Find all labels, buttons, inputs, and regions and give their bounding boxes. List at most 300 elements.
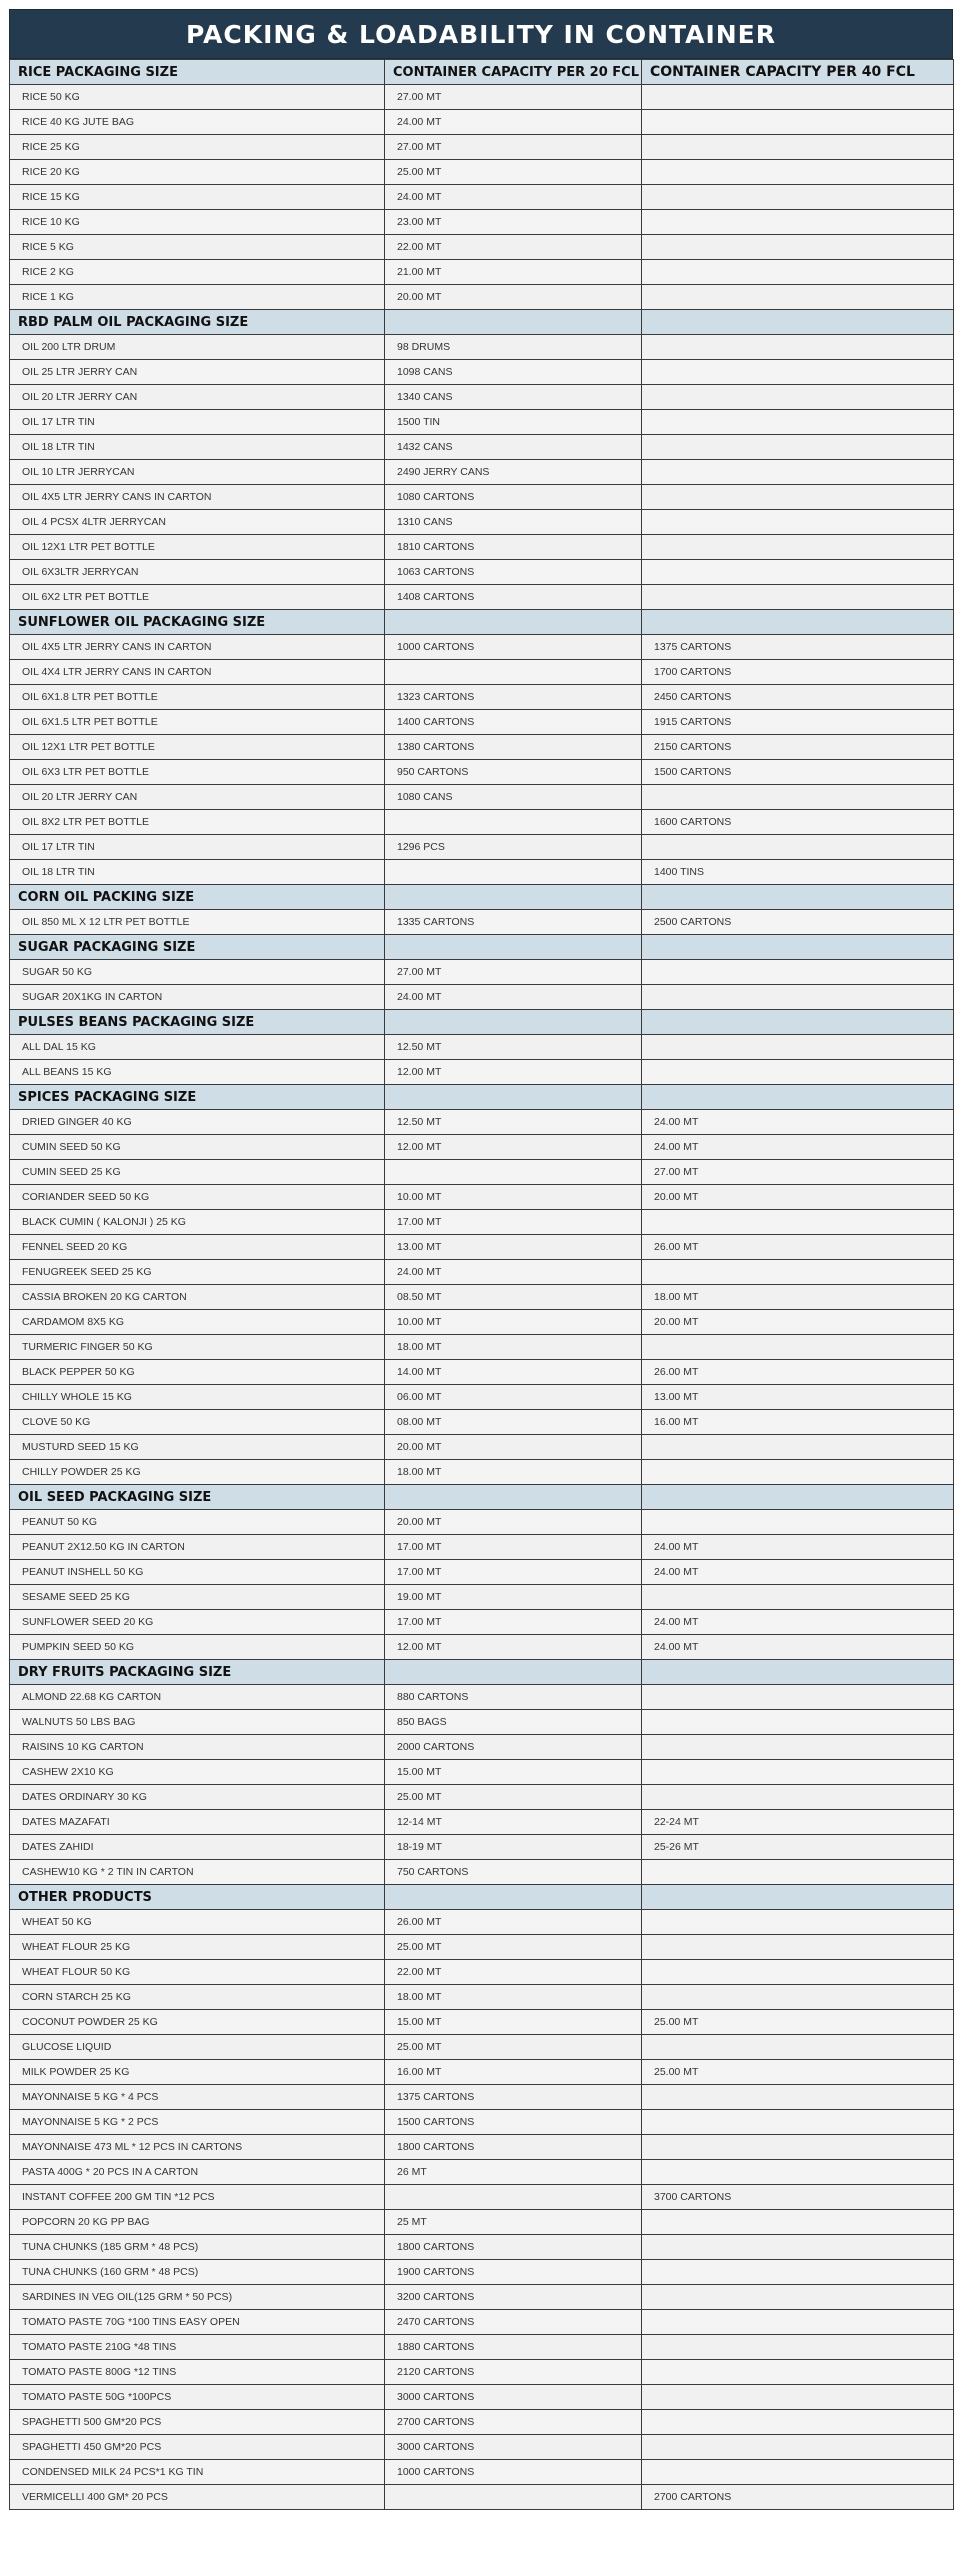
table-row bbox=[10, 1835, 954, 1860]
capacity-40fcl-cell: 1600 CARTONS bbox=[642, 810, 954, 835]
capacity-20fcl-cell: 25.00 MT bbox=[385, 1935, 642, 1960]
capacity-40fcl-cell bbox=[642, 1460, 954, 1485]
capacity-20fcl-cell: 880 CARTONS bbox=[385, 1685, 642, 1710]
table-row bbox=[10, 1685, 954, 1710]
product-cell: CASHEW 2X10 KG bbox=[10, 1760, 385, 1785]
capacity-40fcl-cell bbox=[642, 1935, 954, 1960]
product-cell: OIL 20 LTR JERRY CAN bbox=[10, 385, 385, 410]
table-row bbox=[10, 1335, 954, 1360]
empty-cell bbox=[642, 1010, 954, 1035]
product-cell: CHILLY POWDER 25 KG bbox=[10, 1460, 385, 1485]
table-row bbox=[10, 1910, 954, 1935]
product-cell: MILK POWDER 25 KG bbox=[10, 2060, 385, 2085]
capacity-40fcl-cell bbox=[642, 185, 954, 210]
product-cell: WHEAT 50 KG bbox=[10, 1910, 385, 1935]
capacity-40fcl-cell bbox=[642, 2410, 954, 2435]
capacity-40fcl-cell bbox=[642, 1335, 954, 1360]
product-cell: RICE 40 KG JUTE BAG bbox=[10, 110, 385, 135]
capacity-20fcl-cell: 24.00 MT bbox=[385, 1260, 642, 1285]
section-title: SUNFLOWER OIL PACKAGING SIZE bbox=[10, 610, 385, 635]
capacity-20fcl-cell: 2490 JERRY CANS bbox=[385, 460, 642, 485]
capacity-20fcl-cell: 12.00 MT bbox=[385, 1635, 642, 1660]
capacity-40fcl-cell bbox=[642, 110, 954, 135]
product-cell: WHEAT FLOUR 25 KG bbox=[10, 1935, 385, 1960]
capacity-40fcl-cell: 1375 CARTONS bbox=[642, 635, 954, 660]
empty-cell bbox=[385, 1885, 642, 1910]
capacity-20fcl-cell: 1000 CARTONS bbox=[385, 635, 642, 660]
empty-cell bbox=[385, 310, 642, 335]
capacity-40fcl-cell bbox=[642, 1985, 954, 2010]
capacity-20fcl-cell: 1500 CARTONS bbox=[385, 2110, 642, 2135]
product-cell: DATES ORDINARY 30 KG bbox=[10, 1785, 385, 1810]
capacity-40fcl-cell bbox=[642, 2235, 954, 2260]
capacity-40fcl-cell bbox=[642, 160, 954, 185]
capacity-40fcl-cell: 16.00 MT bbox=[642, 1410, 954, 1435]
table-row bbox=[10, 685, 954, 710]
table-row bbox=[10, 1210, 954, 1235]
capacity-20fcl-cell: 1375 CARTONS bbox=[385, 2085, 642, 2110]
product-cell: CONDENSED MILK 24 PCS*1 KG TIN bbox=[10, 2460, 385, 2485]
table-row bbox=[10, 135, 954, 160]
capacity-40fcl-cell: 13.00 MT bbox=[642, 1385, 954, 1410]
capacity-40fcl-cell: 25.00 MT bbox=[642, 2010, 954, 2035]
product-cell: PEANUT INSHELL 50 KG bbox=[10, 1560, 385, 1585]
product-cell: CHILLY WHOLE 15 KG bbox=[10, 1385, 385, 1410]
capacity-40fcl-cell: 3700 CARTONS bbox=[642, 2185, 954, 2210]
product-cell: FENUGREEK SEED 25 KG bbox=[10, 1260, 385, 1285]
product-cell: RICE 25 KG bbox=[10, 135, 385, 160]
capacity-40fcl-cell bbox=[642, 835, 954, 860]
table-row bbox=[10, 1535, 954, 1560]
capacity-20fcl-cell: 3000 CARTONS bbox=[385, 2435, 642, 2460]
capacity-20fcl-cell: 25.00 MT bbox=[385, 160, 642, 185]
table-row bbox=[10, 510, 954, 535]
capacity-20fcl-cell bbox=[385, 2185, 642, 2210]
section-header-row bbox=[10, 1660, 954, 1685]
product-cell: OIL 8X2 LTR PET BOTTLE bbox=[10, 810, 385, 835]
capacity-40fcl-cell bbox=[642, 535, 954, 560]
empty-cell bbox=[642, 1660, 954, 1685]
capacity-20fcl-cell: 1080 CARTONS bbox=[385, 485, 642, 510]
product-cell: MAYONNAISE 5 KG * 4 PCS bbox=[10, 2085, 385, 2110]
capacity-20fcl-cell: 1900 CARTONS bbox=[385, 2260, 642, 2285]
capacity-20fcl-cell: 15.00 MT bbox=[385, 2010, 642, 2035]
product-cell: SESAME SEED 25 KG bbox=[10, 1585, 385, 1610]
capacity-40fcl-cell bbox=[642, 285, 954, 310]
product-cell: SUGAR 20X1KG IN CARTON bbox=[10, 985, 385, 1010]
product-cell: SARDINES IN VEG OIL(125 GRM * 50 PCS) bbox=[10, 2285, 385, 2310]
table-row bbox=[10, 2460, 954, 2485]
table-row bbox=[10, 1785, 954, 1810]
table-row bbox=[10, 360, 954, 385]
table-row bbox=[10, 660, 954, 685]
product-cell: RICE 5 KG bbox=[10, 235, 385, 260]
product-cell: OIL 12X1 LTR PET BOTTLE bbox=[10, 535, 385, 560]
capacity-20fcl-cell: 3000 CARTONS bbox=[385, 2385, 642, 2410]
table-row bbox=[10, 785, 954, 810]
capacity-40fcl-cell bbox=[642, 2110, 954, 2135]
capacity-20fcl-cell bbox=[385, 2485, 642, 2510]
empty-cell bbox=[385, 935, 642, 960]
table-row bbox=[10, 2060, 954, 2085]
table-row bbox=[10, 1510, 954, 1535]
table-row bbox=[10, 160, 954, 185]
capacity-20fcl-cell: 18-19 MT bbox=[385, 1835, 642, 1860]
table-row bbox=[10, 210, 954, 235]
product-cell: RICE 50 KG bbox=[10, 85, 385, 110]
product-cell: OIL 6X3 LTR PET BOTTLE bbox=[10, 760, 385, 785]
product-cell: CORIANDER SEED 50 KG bbox=[10, 1185, 385, 1210]
capacity-40fcl-cell bbox=[642, 585, 954, 610]
capacity-40fcl-cell bbox=[642, 1435, 954, 1460]
capacity-40fcl-cell bbox=[642, 560, 954, 585]
capacity-20fcl-cell: 2700 CARTONS bbox=[385, 2410, 642, 2435]
capacity-20fcl-cell: 12.50 MT bbox=[385, 1035, 642, 1060]
capacity-20fcl-cell: 17.00 MT bbox=[385, 1560, 642, 1585]
empty-cell bbox=[642, 610, 954, 635]
capacity-40fcl-cell bbox=[642, 1510, 954, 1535]
table-row bbox=[10, 85, 954, 110]
table-row bbox=[10, 585, 954, 610]
product-cell: PEANUT 2X12.50 KG IN CARTON bbox=[10, 1535, 385, 1560]
capacity-20fcl-cell: 25.00 MT bbox=[385, 1785, 642, 1810]
table-row bbox=[10, 1985, 954, 2010]
capacity-20fcl-cell: 1063 CARTONS bbox=[385, 560, 642, 585]
section-title: OIL SEED PACKAGING SIZE bbox=[10, 1485, 385, 1510]
section-header-row bbox=[10, 1485, 954, 1510]
table-row bbox=[10, 2010, 954, 2035]
table-row bbox=[10, 735, 954, 760]
table-row bbox=[10, 760, 954, 785]
product-cell: OIL 4X5 LTR JERRY CANS IN CARTON bbox=[10, 635, 385, 660]
capacity-40fcl-cell bbox=[642, 2385, 954, 2410]
table-row bbox=[10, 410, 954, 435]
table-row bbox=[10, 1185, 954, 1210]
product-cell: DATES MAZAFATI bbox=[10, 1810, 385, 1835]
product-cell: DRIED GINGER 40 KG bbox=[10, 1110, 385, 1135]
capacity-20fcl-cell: 24.00 MT bbox=[385, 110, 642, 135]
capacity-20fcl-cell: 24.00 MT bbox=[385, 185, 642, 210]
product-cell: RICE 1 KG bbox=[10, 285, 385, 310]
capacity-40fcl-cell bbox=[642, 2135, 954, 2160]
table-row bbox=[10, 485, 954, 510]
capacity-40fcl-cell bbox=[642, 985, 954, 1010]
product-cell: PUMPKIN SEED 50 KG bbox=[10, 1635, 385, 1660]
capacity-40fcl-cell: 24.00 MT bbox=[642, 1560, 954, 1585]
table-row bbox=[10, 2235, 954, 2260]
product-cell: OIL 10 LTR JERRYCAN bbox=[10, 460, 385, 485]
table-row bbox=[10, 1235, 954, 1260]
table-row bbox=[10, 1135, 954, 1160]
empty-cell bbox=[642, 1885, 954, 1910]
table-row bbox=[10, 1310, 954, 1335]
capacity-20fcl-cell: 23.00 MT bbox=[385, 210, 642, 235]
product-cell: MUSTURD SEED 15 KG bbox=[10, 1435, 385, 1460]
empty-cell bbox=[385, 1085, 642, 1110]
capacity-20fcl-cell bbox=[385, 1160, 642, 1185]
product-cell: ALL BEANS 15 KG bbox=[10, 1060, 385, 1085]
empty-cell bbox=[642, 1485, 954, 1510]
section-title: PULSES BEANS PACKAGING SIZE bbox=[10, 1010, 385, 1035]
capacity-40fcl-cell bbox=[642, 410, 954, 435]
capacity-20fcl-cell: 1080 CANS bbox=[385, 785, 642, 810]
table-row bbox=[10, 185, 954, 210]
capacity-20fcl-cell: 2470 CARTONS bbox=[385, 2310, 642, 2335]
capacity-40fcl-cell: 27.00 MT bbox=[642, 1160, 954, 1185]
capacity-40fcl-cell bbox=[642, 2260, 954, 2285]
product-cell: OIL 17 LTR TIN bbox=[10, 410, 385, 435]
product-cell: MAYONNAISE 5 KG * 2 PCS bbox=[10, 2110, 385, 2135]
capacity-20fcl-cell: 12.00 MT bbox=[385, 1060, 642, 1085]
table-row bbox=[10, 1935, 954, 1960]
table-row bbox=[10, 2385, 954, 2410]
capacity-20fcl-cell bbox=[385, 660, 642, 685]
capacity-40fcl-cell bbox=[642, 210, 954, 235]
capacity-40fcl-cell: 18.00 MT bbox=[642, 1285, 954, 1310]
capacity-20fcl-cell: 750 CARTONS bbox=[385, 1860, 642, 1885]
section-header-row bbox=[10, 310, 954, 335]
table-row bbox=[10, 1285, 954, 1310]
table-row bbox=[10, 235, 954, 260]
capacity-20fcl-cell: 1408 CARTONS bbox=[385, 585, 642, 610]
capacity-40fcl-cell bbox=[642, 360, 954, 385]
capacity-20fcl-cell: 1400 CARTONS bbox=[385, 710, 642, 735]
capacity-20fcl-cell: 1800 CARTONS bbox=[385, 2235, 642, 2260]
capacity-20fcl-cell: 850 BAGS bbox=[385, 1710, 642, 1735]
capacity-40fcl-cell bbox=[642, 2035, 954, 2060]
table-row bbox=[10, 910, 954, 935]
product-cell: TOMATO PASTE 50G *100PCS bbox=[10, 2385, 385, 2410]
table-row bbox=[10, 535, 954, 560]
capacity-20fcl-cell: 12-14 MT bbox=[385, 1810, 642, 1835]
capacity-40fcl-cell bbox=[642, 1210, 954, 1235]
capacity-20fcl-cell: 10.00 MT bbox=[385, 1185, 642, 1210]
capacity-40fcl-cell: 25-26 MT bbox=[642, 1835, 954, 1860]
capacity-20fcl-cell: 1098 CANS bbox=[385, 360, 642, 385]
empty-cell bbox=[385, 885, 642, 910]
product-cell: OIL 6X1.5 LTR PET BOTTLE bbox=[10, 710, 385, 735]
table-row bbox=[10, 1810, 954, 1835]
capacity-40fcl-cell bbox=[642, 2360, 954, 2385]
empty-cell bbox=[385, 1660, 642, 1685]
capacity-40fcl-cell bbox=[642, 2460, 954, 2485]
product-cell: OIL 20 LTR JERRY CAN bbox=[10, 785, 385, 810]
capacity-40fcl-cell: 24.00 MT bbox=[642, 1535, 954, 1560]
capacity-40fcl-cell bbox=[642, 1910, 954, 1935]
product-cell: OIL 850 ML X 12 LTR PET BOTTLE bbox=[10, 910, 385, 935]
product-cell: CUMIN SEED 50 KG bbox=[10, 1135, 385, 1160]
product-cell: TUNA CHUNKS (160 GRM * 48 PCS) bbox=[10, 2260, 385, 2285]
table-row bbox=[10, 635, 954, 660]
product-cell: RICE 2 KG bbox=[10, 260, 385, 285]
capacity-20fcl-cell: 1323 CARTONS bbox=[385, 685, 642, 710]
capacity-40fcl-cell bbox=[642, 1960, 954, 1985]
capacity-20fcl-cell bbox=[385, 810, 642, 835]
capacity-40fcl-cell bbox=[642, 1760, 954, 1785]
product-cell: SUGAR 50 KG bbox=[10, 960, 385, 985]
capacity-20fcl-cell: 12.00 MT bbox=[385, 1135, 642, 1160]
capacity-40fcl-cell: 20.00 MT bbox=[642, 1185, 954, 1210]
product-cell: TUNA CHUNKS (185 GRM * 48 PCS) bbox=[10, 2235, 385, 2260]
capacity-40fcl-cell: 26.00 MT bbox=[642, 1235, 954, 1260]
product-cell: CASHEW10 KG * 2 TIN IN CARTON bbox=[10, 1860, 385, 1885]
capacity-40fcl-cell: 2700 CARTONS bbox=[642, 2485, 954, 2510]
table-row bbox=[10, 2135, 954, 2160]
capacity-40fcl-cell: 20.00 MT bbox=[642, 1310, 954, 1335]
table-row bbox=[10, 1110, 954, 1135]
capacity-20fcl-cell: 14.00 MT bbox=[385, 1360, 642, 1385]
capacity-20fcl-cell: 26 MT bbox=[385, 2160, 642, 2185]
capacity-40fcl-cell bbox=[642, 435, 954, 460]
empty-cell bbox=[385, 1485, 642, 1510]
capacity-40fcl-cell bbox=[642, 1735, 954, 1760]
table-row bbox=[10, 285, 954, 310]
section-title: SUGAR PACKAGING SIZE bbox=[10, 935, 385, 960]
capacity-40fcl-cell: 2500 CARTONS bbox=[642, 910, 954, 935]
table-row bbox=[10, 2285, 954, 2310]
table-row bbox=[10, 960, 954, 985]
table-row bbox=[10, 1410, 954, 1435]
table-row bbox=[10, 1460, 954, 1485]
product-cell: ALL DAL 15 KG bbox=[10, 1035, 385, 1060]
product-cell: ALMOND 22.68 KG CARTON bbox=[10, 1685, 385, 1710]
capacity-40fcl-cell bbox=[642, 1060, 954, 1085]
capacity-40fcl-cell bbox=[642, 2335, 954, 2360]
product-cell: VERMICELLI 400 GM* 20 PCS bbox=[10, 2485, 385, 2510]
capacity-20fcl-cell: 12.50 MT bbox=[385, 1110, 642, 1135]
table-row bbox=[10, 1860, 954, 1885]
product-cell: OIL 18 LTR TIN bbox=[10, 435, 385, 460]
capacity-20fcl-cell: 27.00 MT bbox=[385, 85, 642, 110]
loadability-table bbox=[9, 59, 954, 2510]
capacity-40fcl-cell bbox=[642, 510, 954, 535]
table-row bbox=[10, 710, 954, 735]
capacity-20fcl-cell: 18.00 MT bbox=[385, 1460, 642, 1485]
capacity-20fcl-cell: 19.00 MT bbox=[385, 1585, 642, 1610]
capacity-40fcl-cell: 24.00 MT bbox=[642, 1610, 954, 1635]
capacity-20fcl-cell: 1380 CARTONS bbox=[385, 735, 642, 760]
table-row bbox=[10, 1435, 954, 1460]
table-row bbox=[10, 1060, 954, 1085]
capacity-20fcl-cell: 1000 CARTONS bbox=[385, 2460, 642, 2485]
capacity-40fcl-cell: 1915 CARTONS bbox=[642, 710, 954, 735]
capacity-40fcl-cell bbox=[642, 785, 954, 810]
capacity-20fcl-cell: 1800 CARTONS bbox=[385, 2135, 642, 2160]
product-cell: FENNEL SEED 20 KG bbox=[10, 1235, 385, 1260]
table-row bbox=[10, 1360, 954, 1385]
capacity-40fcl-cell bbox=[642, 1685, 954, 1710]
table-row bbox=[10, 1635, 954, 1660]
capacity-40fcl-cell: 1500 CARTONS bbox=[642, 760, 954, 785]
capacity-20fcl-cell: 13.00 MT bbox=[385, 1235, 642, 1260]
table-row bbox=[10, 260, 954, 285]
capacity-40fcl-cell: 1400 TINS bbox=[642, 860, 954, 885]
capacity-40fcl-cell bbox=[642, 135, 954, 160]
column-header-packaging: RICE PACKAGING SIZE bbox=[10, 60, 385, 85]
capacity-20fcl-cell: 15.00 MT bbox=[385, 1760, 642, 1785]
product-cell: GLUCOSE LIQUID bbox=[10, 2035, 385, 2060]
section-title: SPICES PACKAGING SIZE bbox=[10, 1085, 385, 1110]
product-cell: DATES ZAHIDI bbox=[10, 1835, 385, 1860]
product-cell: RICE 15 KG bbox=[10, 185, 385, 210]
table-row bbox=[10, 335, 954, 360]
product-cell: PASTA 400G * 20 PCS IN A CARTON bbox=[10, 2160, 385, 2185]
table-row bbox=[10, 1385, 954, 1410]
table-row bbox=[10, 1960, 954, 1985]
capacity-20fcl-cell: 1335 CARTONS bbox=[385, 910, 642, 935]
table-row bbox=[10, 2035, 954, 2060]
capacity-20fcl-cell: 2000 CARTONS bbox=[385, 1735, 642, 1760]
capacity-20fcl-cell: 22.00 MT bbox=[385, 1960, 642, 1985]
product-cell: OIL 4X4 LTR JERRY CANS IN CARTON bbox=[10, 660, 385, 685]
capacity-40fcl-cell bbox=[642, 1585, 954, 1610]
table-row bbox=[10, 1160, 954, 1185]
capacity-20fcl-cell: 1810 CARTONS bbox=[385, 535, 642, 560]
capacity-20fcl-cell: 16.00 MT bbox=[385, 2060, 642, 2085]
capacity-40fcl-cell bbox=[642, 2435, 954, 2460]
table-header-row bbox=[10, 60, 954, 85]
capacity-40fcl-cell: 24.00 MT bbox=[642, 1110, 954, 1135]
capacity-20fcl-cell: 20.00 MT bbox=[385, 285, 642, 310]
table-row bbox=[10, 1035, 954, 1060]
table-row bbox=[10, 985, 954, 1010]
table-row bbox=[10, 560, 954, 585]
capacity-40fcl-cell bbox=[642, 235, 954, 260]
capacity-20fcl-cell: 25 MT bbox=[385, 2210, 642, 2235]
table-row bbox=[10, 1260, 954, 1285]
product-cell: OIL 200 LTR DRUM bbox=[10, 335, 385, 360]
section-title: RBD PALM OIL PACKAGING SIZE bbox=[10, 310, 385, 335]
capacity-20fcl-cell: 1880 CARTONS bbox=[385, 2335, 642, 2360]
capacity-20fcl-cell bbox=[385, 860, 642, 885]
product-cell: OIL 25 LTR JERRY CAN bbox=[10, 360, 385, 385]
table-row bbox=[10, 2185, 954, 2210]
product-cell: COCONUT POWDER 25 KG bbox=[10, 2010, 385, 2035]
product-cell: CLOVE 50 KG bbox=[10, 1410, 385, 1435]
capacity-40fcl-cell bbox=[642, 960, 954, 985]
table-row bbox=[10, 1735, 954, 1760]
capacity-20fcl-cell: 10.00 MT bbox=[385, 1310, 642, 1335]
table-row bbox=[10, 1710, 954, 1735]
capacity-40fcl-cell: 24.00 MT bbox=[642, 1135, 954, 1160]
table-row bbox=[10, 2210, 954, 2235]
product-cell: TOMATO PASTE 210G *48 TINS bbox=[10, 2335, 385, 2360]
capacity-20fcl-cell: 26.00 MT bbox=[385, 1910, 642, 1935]
table-row bbox=[10, 110, 954, 135]
capacity-40fcl-cell: 2150 CARTONS bbox=[642, 735, 954, 760]
capacity-40fcl-cell bbox=[642, 485, 954, 510]
product-cell: INSTANT COFFEE 200 GM TIN *12 PCS bbox=[10, 2185, 385, 2210]
capacity-40fcl-cell: 22-24 MT bbox=[642, 1810, 954, 1835]
table-row bbox=[10, 860, 954, 885]
document-title: PACKING & LOADABILITY IN CONTAINER bbox=[9, 9, 953, 59]
product-cell: SUNFLOWER SEED 20 KG bbox=[10, 1610, 385, 1635]
product-cell: OIL 12X1 LTR PET BOTTLE bbox=[10, 735, 385, 760]
capacity-40fcl-cell bbox=[642, 85, 954, 110]
capacity-20fcl-cell: 25.00 MT bbox=[385, 2035, 642, 2060]
product-cell: WALNUTS 50 LBS BAG bbox=[10, 1710, 385, 1735]
capacity-40fcl-cell bbox=[642, 335, 954, 360]
product-cell: TOMATO PASTE 70G *100 TINS EASY OPEN bbox=[10, 2310, 385, 2335]
empty-cell bbox=[642, 935, 954, 960]
capacity-20fcl-cell: 20.00 MT bbox=[385, 1435, 642, 1460]
capacity-20fcl-cell: 08.00 MT bbox=[385, 1410, 642, 1435]
product-cell: OIL 18 LTR TIN bbox=[10, 860, 385, 885]
table-row bbox=[10, 2335, 954, 2360]
table-row bbox=[10, 1760, 954, 1785]
capacity-20fcl-cell: 17.00 MT bbox=[385, 1210, 642, 1235]
section-title: OTHER PRODUCTS bbox=[10, 1885, 385, 1910]
